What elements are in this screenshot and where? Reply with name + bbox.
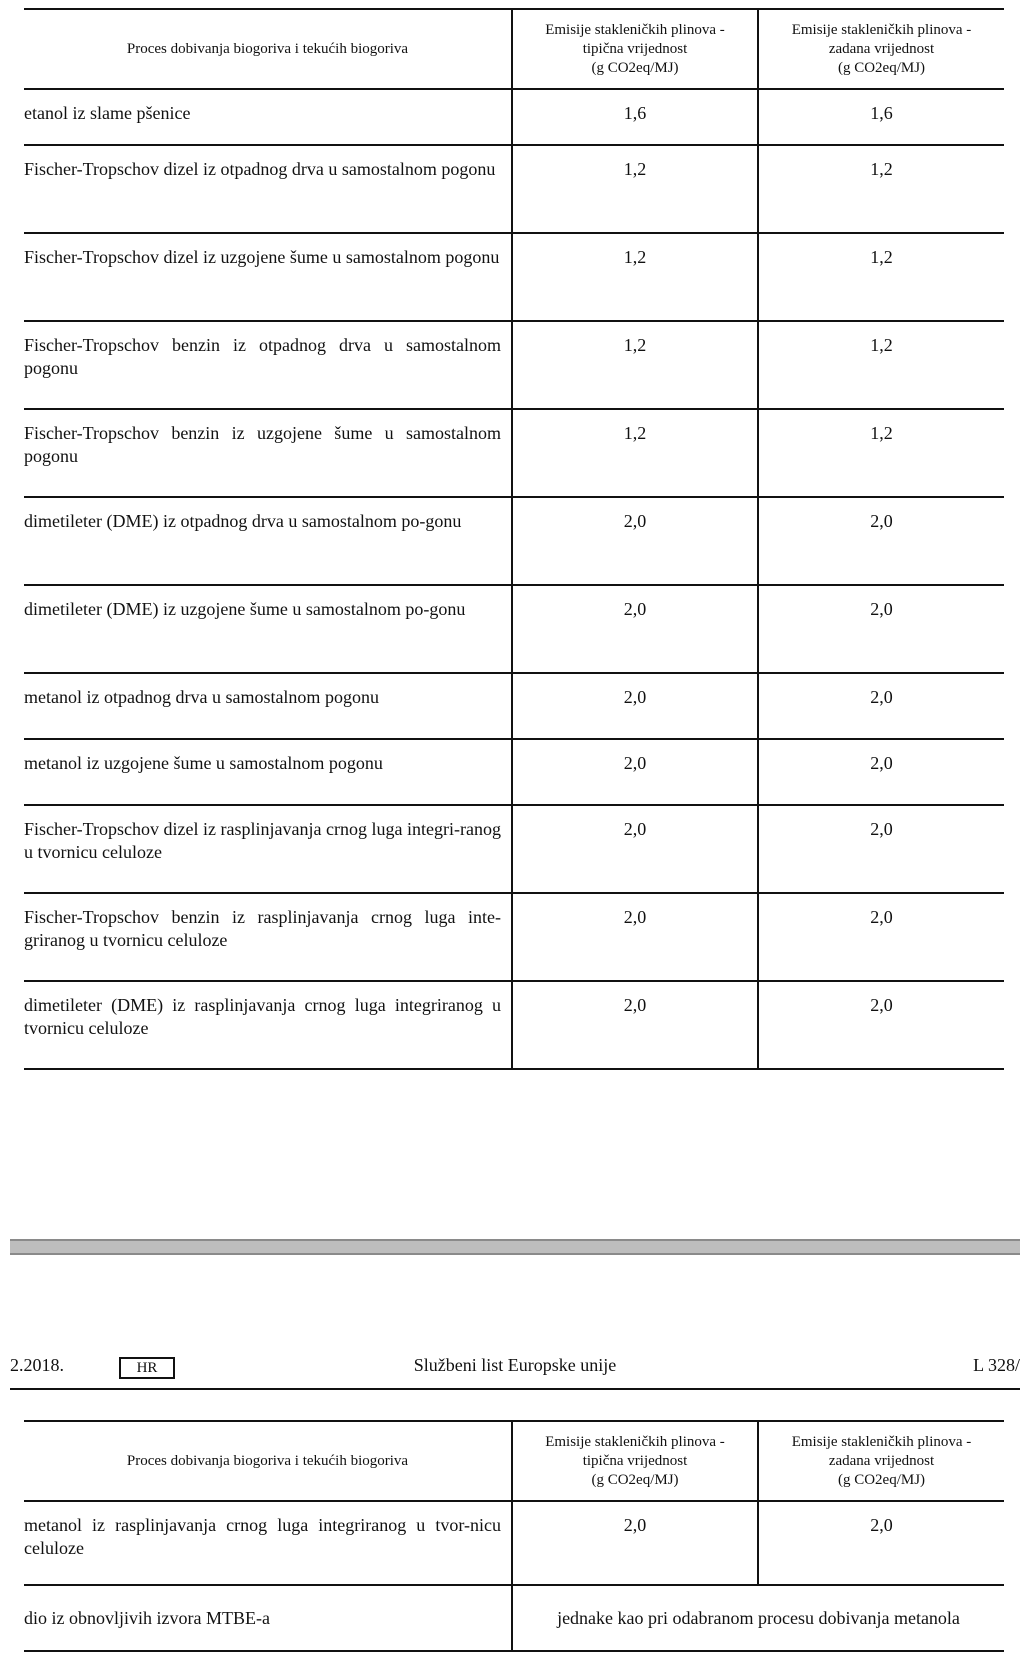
typical-value: 2,0 [512, 497, 758, 585]
emissions-table-top [24, 8, 1004, 1070]
typical-value: 2,0 [512, 739, 758, 805]
typical-value: 2,0 [512, 585, 758, 673]
default-value: 2,0 [758, 673, 1004, 739]
page-reference: L 328/ [973, 1355, 1020, 1375]
table-row [24, 497, 1004, 585]
process-cell: metanol iz uzgojene šume u samostalnom pogonu [24, 739, 512, 805]
table-row [24, 981, 1004, 1069]
typical-value: 1,2 [512, 145, 758, 233]
emissions-table-bottom [24, 1420, 1004, 1652]
table-row [24, 145, 1004, 233]
header-default [758, 9, 1004, 89]
table-row [24, 409, 1004, 497]
header-rule [10, 1388, 1020, 1390]
issue-date: 2.2018. [10, 1355, 64, 1375]
process-cell: Fischer-Tropschov benzin iz uzgojene šume u samostalnom pogonu [24, 409, 512, 497]
header-typical-label: Emisije stakleničkih plinova - tipična vrijednost (g CO2eq/MJ) [545, 1433, 725, 1488]
journal-title: Službeni list Europske unije [413, 1355, 617, 1375]
table-row [24, 893, 1004, 981]
default-value: 1,2 [758, 321, 1004, 409]
process-cell: etanol iz slame pšenice [24, 89, 512, 145]
header-default [758, 1421, 1004, 1501]
table-row [24, 673, 1004, 739]
typical-value: 1,2 [512, 321, 758, 409]
header-typical [512, 9, 758, 89]
mtbe-value: jednake kao pri odabranom procesu dobivanja metanola [512, 1585, 1004, 1651]
typical-value: 2,0 [512, 805, 758, 893]
typical-value: 1,6 [512, 89, 758, 145]
default-value: 1,6 [758, 89, 1004, 145]
typical-value: 2,0 [512, 673, 758, 739]
default-value: 2,0 [758, 1501, 1004, 1585]
process-cell: Fischer-Tropschov benzin iz rasplinjavanja crnog luga inte-griranog u tvornicu celuloze [24, 893, 512, 981]
header-default-label: Emisije stakleničkih plinova - zadana vrijednost (g CO2eq/MJ) [791, 1433, 972, 1488]
header-process [24, 9, 512, 89]
default-value: 1,2 [758, 233, 1004, 321]
default-value: 1,2 [758, 409, 1004, 497]
typical-value: 2,0 [512, 1501, 758, 1585]
typical-value: 1,2 [512, 233, 758, 321]
default-value: 2,0 [758, 585, 1004, 673]
default-value: 2,0 [758, 893, 1004, 981]
table-row [24, 585, 1004, 673]
process-cell: dimetileter (DME) iz rasplinjavanja crnog luga integriranog u tvornicu celuloze [24, 981, 512, 1069]
default-value: 2,0 [758, 497, 1004, 585]
language-badge: HR [119, 1357, 175, 1379]
default-value: 2,0 [758, 805, 1004, 893]
process-cell: metanol iz otpadnog drva u samostalnom pogonu [24, 673, 512, 739]
page-separator [10, 1239, 1020, 1255]
header-process-label: Proces dobivanja biogoriva i tekućih biogoriva [126, 40, 409, 57]
process-cell: Fischer-Tropschov dizel iz otpadnog drva u samostalnom pogonu [24, 145, 512, 233]
table-row [24, 1585, 1004, 1651]
process-cell: Fischer-Tropschov dizel iz uzgojene šume u samostalnom pogonu [24, 233, 512, 321]
header-typical-label: Emisije stakleničkih plinova - tipična vrijednost (g CO2eq/MJ) [545, 21, 725, 76]
default-value: 1,2 [758, 145, 1004, 233]
process-cell: dimetileter (DME) iz uzgojene šume u samostalnom po-gonu [24, 585, 512, 673]
typical-value: 2,0 [512, 893, 758, 981]
process-cell: dimetileter (DME) iz otpadnog drva u samostalnom po-gonu [24, 497, 512, 585]
process-cell: dio iz obnovljivih izvora MTBE-a [24, 1585, 512, 1651]
header-typical [512, 1421, 758, 1501]
default-value: 2,0 [758, 739, 1004, 805]
table-row [24, 233, 1004, 321]
process-cell: metanol iz rasplinjavanja crnog luga integriranog u tvor-nicu celuloze [24, 1501, 512, 1585]
typical-value: 2,0 [512, 981, 758, 1069]
header-process [24, 1421, 512, 1501]
typical-value: 1,2 [512, 409, 758, 497]
header-default-label: Emisije stakleničkih plinova - zadana vrijednost (g CO2eq/MJ) [791, 21, 972, 76]
table-row [24, 321, 1004, 409]
table-row [24, 805, 1004, 893]
default-value: 2,0 [758, 981, 1004, 1069]
process-cell: Fischer-Tropschov dizel iz rasplinjavanja crnog luga integri-ranog u tvornicu celuloze [24, 805, 512, 893]
process-cell: Fischer-Tropschov benzin iz otpadnog drva u samostalnom pogonu [24, 321, 512, 409]
table-row [24, 1501, 1004, 1585]
running-header [10, 1355, 1020, 1385]
table-row [24, 89, 1004, 145]
header-process-label: Proces dobivanja biogoriva i tekućih biogoriva [126, 1452, 409, 1469]
table-row [24, 739, 1004, 805]
